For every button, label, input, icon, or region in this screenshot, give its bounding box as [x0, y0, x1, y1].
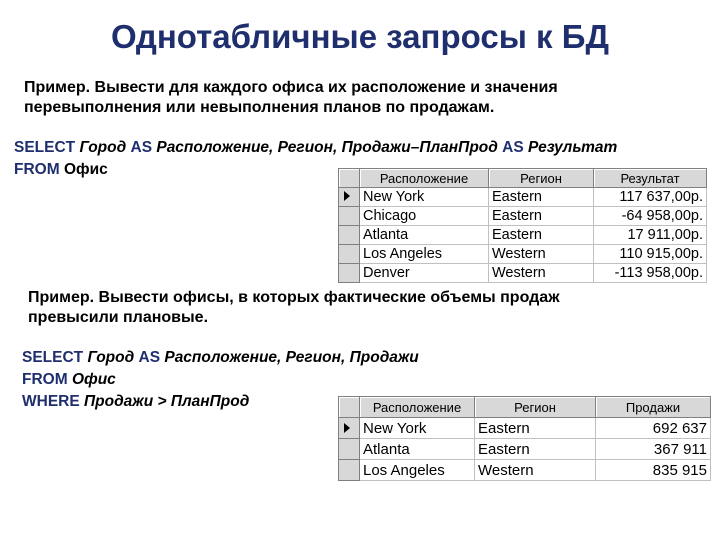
row-selector[interactable]: [339, 245, 360, 264]
sales-cell[interactable]: 835 915: [596, 460, 711, 481]
location-cell[interactable]: New York: [360, 188, 489, 207]
row-selector[interactable]: [339, 418, 360, 439]
region-cell[interactable]: Eastern: [489, 226, 594, 245]
result-cell[interactable]: 17 911,00р.: [594, 226, 707, 245]
table-row[interactable]: [339, 264, 707, 283]
query-2-select-line: [22, 347, 419, 369]
region-cell[interactable]: Western: [489, 264, 594, 283]
table-row[interactable]: [339, 226, 707, 245]
row-selector[interactable]: [339, 226, 360, 245]
current-row-pointer-icon: [344, 423, 350, 433]
row-selector-header[interactable]: [339, 169, 360, 188]
current-row-pointer-icon: [344, 191, 350, 201]
where-condition: Продажи > ПланПрод: [79, 393, 250, 410]
select-keyword: SELECT: [22, 349, 84, 366]
column-header[interactable]: Расположение: [360, 397, 475, 418]
result-table-1: [338, 168, 707, 283]
result-alias: Результат: [523, 139, 618, 156]
select-expression: Город: [83, 349, 139, 366]
region-cell[interactable]: Eastern: [489, 188, 594, 207]
region-cell[interactable]: Western: [475, 460, 596, 481]
location-cell[interactable]: New York: [360, 418, 475, 439]
select-keyword: SELECT: [14, 139, 76, 156]
as-keyword: AS: [130, 139, 153, 156]
example-1-line-2: перевыполнения или невыполнения планов по продажам.: [24, 99, 495, 116]
row-selector[interactable]: [339, 460, 360, 481]
from-keyword: FROM: [14, 161, 60, 178]
as-keyword: AS: [138, 349, 161, 366]
query-1-select-line: [14, 137, 617, 159]
result-table-2: [338, 396, 711, 481]
select-columns: Расположение, Регион, Продажи–ПланПрод: [152, 139, 503, 156]
location-cell[interactable]: Atlanta: [360, 226, 489, 245]
from-table: Офис: [59, 161, 108, 178]
table-row[interactable]: [339, 418, 711, 439]
result-cell[interactable]: 117 637,00р.: [594, 188, 707, 207]
row-selector-header[interactable]: [339, 397, 360, 418]
column-header[interactable]: Продажи: [596, 397, 711, 418]
table-row[interactable]: [339, 188, 707, 207]
column-header[interactable]: Регион: [475, 397, 596, 418]
row-selector[interactable]: [339, 207, 360, 226]
as-keyword: AS: [502, 139, 524, 156]
where-keyword: WHERE: [22, 393, 80, 410]
example-2-line-1: Пример. Вывести офисы, в которых фактические объемы продаж: [28, 289, 560, 306]
region-cell[interactable]: Eastern: [489, 207, 594, 226]
location-cell[interactable]: Chicago: [360, 207, 489, 226]
column-header[interactable]: Расположение: [360, 169, 489, 188]
sales-cell[interactable]: 692 637: [596, 418, 711, 439]
region-cell[interactable]: Western: [489, 245, 594, 264]
row-selector[interactable]: [339, 264, 360, 283]
page-title: Однотабличные запросы к БД: [111, 18, 609, 55]
region-cell[interactable]: Eastern: [475, 439, 596, 460]
select-expression: Город: [75, 139, 131, 156]
from-table: Офис: [67, 371, 116, 388]
example-1-line-1: Пример. Вывести для каждого офиса их расположение и значения: [24, 79, 558, 96]
example-1-text: [24, 78, 558, 118]
location-cell[interactable]: Los Angeles: [360, 460, 475, 481]
example-2-text: [28, 288, 560, 328]
query-2-from-line: [22, 369, 419, 391]
row-selector[interactable]: [339, 439, 360, 460]
table-row[interactable]: [339, 245, 707, 264]
row-selector[interactable]: [339, 188, 360, 207]
table-header-row: [339, 169, 707, 188]
table-row[interactable]: [339, 207, 707, 226]
location-cell[interactable]: Atlanta: [360, 439, 475, 460]
location-cell[interactable]: Denver: [360, 264, 489, 283]
sales-cell[interactable]: 367 911: [596, 439, 711, 460]
table-header-row: [339, 397, 711, 418]
select-columns: Расположение, Регион, Продажи: [160, 349, 419, 366]
table-row[interactable]: [339, 439, 711, 460]
example-2-line-2: превысили плановые.: [28, 309, 209, 326]
column-header[interactable]: Регион: [489, 169, 594, 188]
table-row[interactable]: [339, 460, 711, 481]
location-cell[interactable]: Los Angeles: [360, 245, 489, 264]
result-cell[interactable]: -64 958,00р.: [594, 207, 707, 226]
from-keyword: FROM: [22, 371, 68, 388]
result-cell[interactable]: 110 915,00р.: [594, 245, 707, 264]
result-cell[interactable]: -113 958,00р.: [594, 264, 707, 283]
column-header[interactable]: Результат: [594, 169, 707, 188]
region-cell[interactable]: Eastern: [475, 418, 596, 439]
